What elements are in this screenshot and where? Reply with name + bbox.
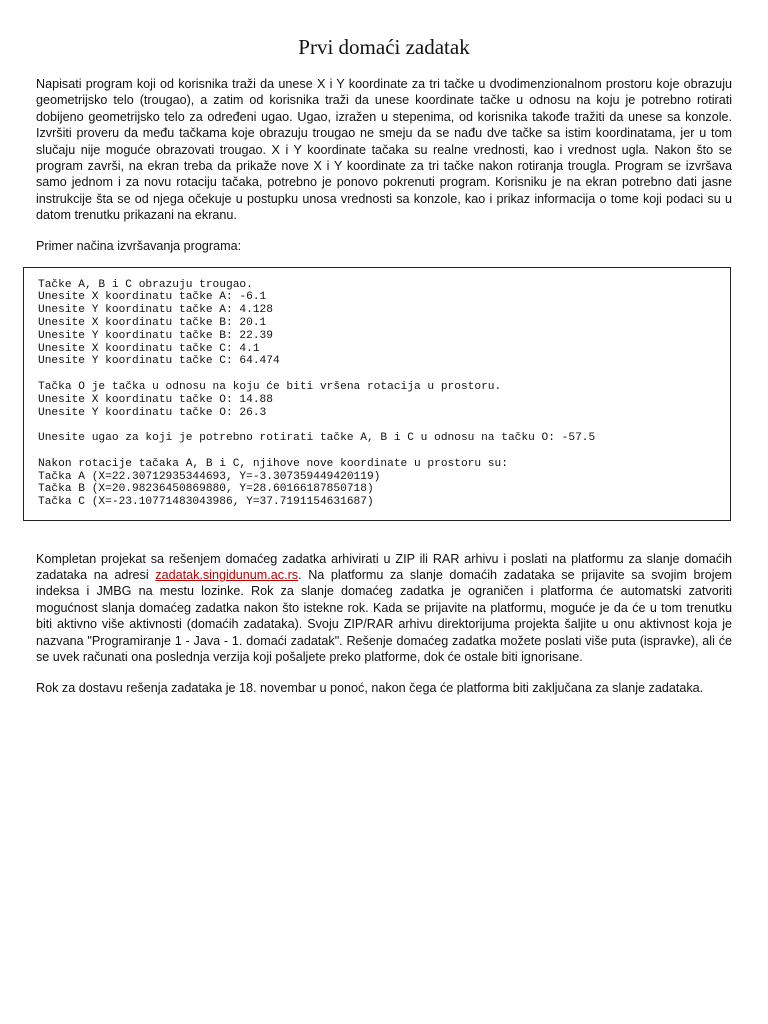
code-line: Unesite Y koordinatu tačke B: 22.39 [38, 329, 273, 342]
code-line: Unesite ugao za koji je potrebno rotirati tačke A, B i C u odnosu na tačku O: -57.5 [38, 432, 596, 445]
intro-paragraph: Napisati program koji od korisnika traži da unese X i Y koordinate za tri tačke u dvodimenzionalnom prostoru koje obrazuju geometrijsko telo (trougao), a zatim od korisnika traži da unese koordinate tačke u odnosu na koju je potrebno rotirati dobijeno geometrijsko telo za određeni ugao. Ugao, izražen u stepenima, od korisnika takođe tražiti da unese sa konzole. Izvršiti proveru da među tačkama koje obrazuju trougao ne smeju da se nađu dve tačke sa istim koordinatama, jer u tom slučaju nije moguće obrazovati trougao. X i Y koordinate tačaka su realne vrednosti, kao i vrednost ugla. Nakon što se program završi, na ekran treba da prikaže nove X i Y koordinate za tri tačke nakon rotiranja trougla. Program se izvršava samo jednom i za novu rotaciju tačaka, potrebno je ponovo pokrenuti program. Korisniku je na ekran potrebno dati jasne instrukcije šta se od njega očekuje u postupku unosa vrednosti sa konzole, kao i prikaz informacija o tome koji podaci su u datom trenutku prikazani na ekranu. [36, 77, 732, 223]
code-line: Unesite X koordinatu tačke C: 4.1 [38, 342, 260, 355]
code-line: Tačka C (X=-23.10771483043986, Y=37.7191154631687) [38, 496, 374, 509]
code-line: Tačka A (X=22.30712935344693, Y=-3.307359449420119) [38, 470, 381, 483]
code-line: Unesite Y koordinatu tačke A: 4.128 [38, 304, 273, 317]
submission-text-after-link: . Na platformu za slanje domaćih zadataka se prijavite sa svojim brojem indeksa i JMBG na mestu lozinke. Rok za slanje domaćeg zadatka je ograničen i platforma će automatski zatvoriti mogućnost slanja domaćeg zadatka nakon što istekne rok. Kada se prijavite na platformu, moguće je da će u tom trenutku biti aktivno više aktivnosti (domaćih zadataka). Svoju ZIP/RAR arhivu direktorijuma projekta šaljite u onu aktivnost koja je nazvana "Programiranje 1 - Java - 1. domaći zadatak". Rešenje domaćeg zadatka možete poslati više puta (ispravke), ali će se uvek računati ona poslednja verzija koji pošaljete preko platforme, dok će ostale biti ignorisane. [36, 568, 732, 665]
document-page [36, 34, 732, 696]
code-line: Unesite X koordinatu tačke B: 20.1 [38, 317, 267, 330]
code-line: Unesite Y koordinatu tačke O: 26.3 [38, 406, 267, 419]
code-blank-line [38, 419, 716, 432]
submission-paragraph [36, 551, 732, 666]
deadline-paragraph: Rok za dostavu rešenja zadataka je 18. novembar u ponoć, nakon čega će platforma biti zaključana za slanje zadataka. [36, 680, 704, 695]
code-blank-line [38, 445, 716, 458]
code-line: Unesite Y koordinatu tačke C: 64.474 [38, 355, 280, 368]
submission-text-before-link: Kompletan projekat sa rešenjem domaćeg zadatka arhivirati u ZIP ili RAR arhivu i poslati na platformu za slanje domaćih zadataka na adresi [36, 551, 732, 583]
console-output-box [23, 267, 731, 521]
code-line: Tačka B (X=20.98236450869880, Y=28.60166187850718) [38, 483, 374, 496]
code-line: Unesite X koordinatu tačke A: -6.1 [38, 291, 267, 304]
code-line: Tačke A, B i C obrazuju trougao. [38, 278, 253, 291]
code-line: Tačka O je tačka u odnosu na koju će biti vršena rotacija u prostoru. [38, 381, 502, 394]
code-line: Unesite X koordinatu tačke O: 14.88 [38, 393, 273, 406]
code-line: Nakon rotacije tačaka A, B i C, njihove nove koordinate u prostoru su: [38, 457, 508, 470]
code-blank-line [38, 368, 716, 381]
submission-platform-link[interactable]: zadatak.singidunum.ac.rs [155, 568, 299, 583]
example-label: Primer načina izvršavanja programa: [36, 238, 242, 253]
document-title: Prvi domaći zadatak [298, 35, 470, 59]
